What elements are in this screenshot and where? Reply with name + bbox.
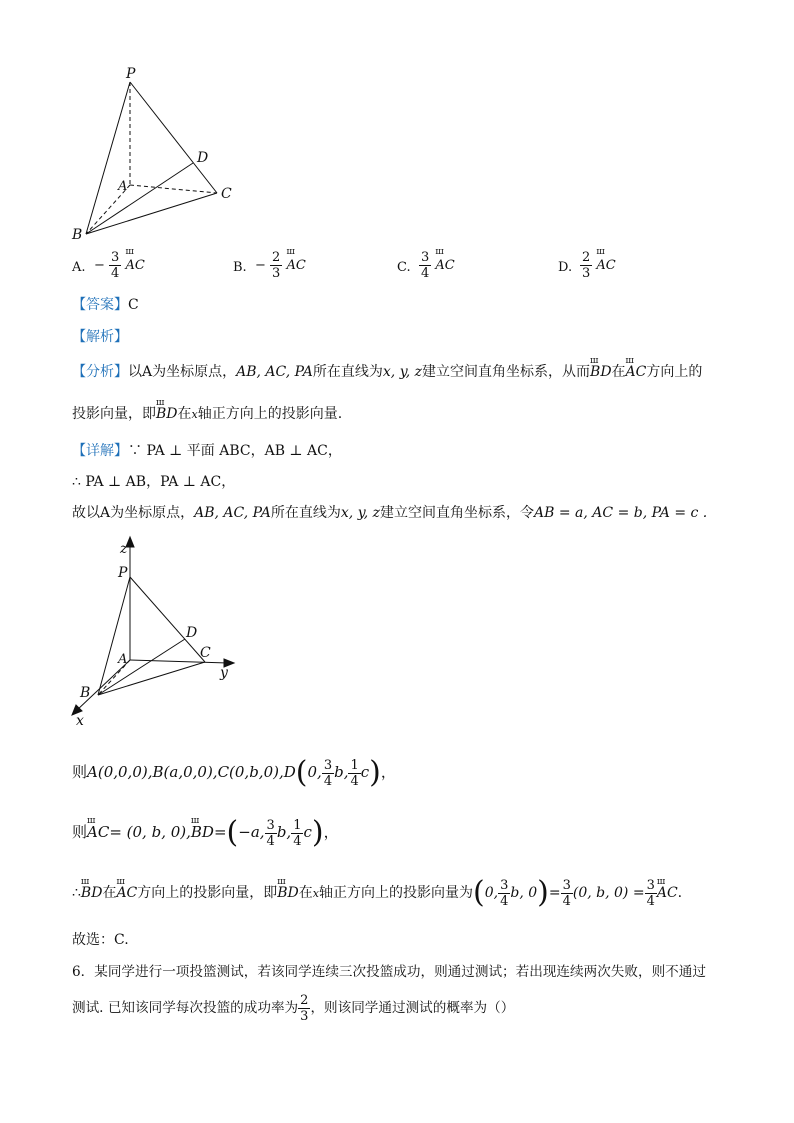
analysis-tag: 【分析】: [72, 364, 128, 380]
analysis-text: 轴正方向上的投影向量.: [197, 406, 343, 422]
coordinate-figure: [60, 535, 250, 730]
vector-BD: ш BD: [81, 873, 103, 913]
vector-BD: ш BD: [590, 362, 612, 382]
jiexi-line: [72, 327, 128, 347]
conclusion-fraction: $\frac{3}{4}$: [500, 877, 509, 909]
point-D: D: [283, 763, 296, 781]
choice-text: 故选：C.: [72, 932, 129, 948]
conclusion-line: ∴ш BD在ш AC方向上的投影向量，即ш BD在x轴正方向上的投影向量为(0, $\frac{3}{4}$ b, 0)= $\frac{3}{4}$ (0, b, 0) = $\frac{3}{4}$ ш AC.: [72, 873, 682, 913]
coord-value: b,: [334, 763, 349, 781]
analysis-text: 建立空间直角坐标系，从而: [422, 364, 591, 380]
conclusion-math: x: [312, 887, 319, 900]
coord-value: 0,: [307, 763, 322, 781]
coord-fraction: $\frac{3}{4}$: [323, 757, 333, 789]
answer-value: C: [128, 297, 139, 313]
conclusion-text: ∴: [72, 885, 81, 901]
edge-BD: [86, 163, 193, 234]
vector-AC: ш AC: [657, 873, 678, 913]
analysis-text: 所在直线为: [312, 364, 383, 380]
vector-value: −a,: [238, 823, 265, 841]
conclusion-fraction: $\frac{3}{4}$: [562, 877, 571, 909]
vector-AC: ш AC: [626, 362, 647, 382]
option-fraction: $\frac{2}{3}$: [582, 250, 591, 281]
detail-math: x, y, z: [340, 505, 381, 521]
vectors-text: =: [213, 823, 227, 841]
option-vector: ш AC: [596, 258, 615, 273]
probability-fraction: $\frac{2}{3}$: [300, 993, 309, 1024]
conclusion-text: 轴正方向上的投影向量为: [319, 885, 473, 901]
point-A: A(0,0,0),: [87, 763, 153, 781]
edge-AC: [130, 185, 217, 193]
label-D: D: [186, 625, 198, 641]
vector-fraction: $\frac{3}{4}$: [266, 817, 275, 849]
analysis-line-2: [72, 404, 342, 425]
label-B: B: [80, 685, 91, 701]
vector-AC: ш AC: [116, 873, 137, 913]
conclusion-math: (0, b, 0) =: [572, 885, 645, 901]
option-letter: A.: [72, 260, 86, 275]
label-x: x: [76, 713, 84, 729]
detail-math: AB, AC, PA: [194, 505, 271, 521]
pyramid-figure: [60, 60, 250, 250]
y-axis: [130, 660, 228, 663]
analysis-math: AB, AC, PA: [236, 364, 313, 380]
vectors-text: 则: [72, 823, 88, 841]
analysis-line-1: [72, 362, 702, 382]
analysis-text: 以A为坐标原点，: [128, 364, 237, 380]
label-A: A: [118, 652, 128, 667]
answer-line: [72, 295, 139, 315]
detail-text: ∴ PA ⊥ AB，PA ⊥ AC，: [72, 474, 236, 490]
conclusion-math: b, 0: [510, 885, 538, 901]
detail-text: 故以A为坐标原点，: [72, 505, 195, 521]
label-D: D: [197, 150, 209, 166]
conclusion-math: 0,: [484, 885, 499, 901]
conclusion-text: =: [548, 885, 561, 901]
label-B: B: [72, 227, 83, 243]
option-letter: C.: [397, 260, 411, 275]
option-sign: −: [255, 258, 266, 273]
edge-BC: [86, 193, 217, 234]
edge-PB: [86, 82, 130, 234]
detail-line-1: [72, 441, 342, 461]
vector-BD: ш BD: [191, 812, 214, 852]
option-fraction: $\frac{3}{4}$: [111, 250, 120, 281]
vector-value: b,: [276, 823, 292, 841]
detail-text: 建立空间直角坐标系，令: [380, 505, 535, 521]
vector-BD: ш BD: [156, 404, 178, 424]
vectors-text: ，: [323, 823, 339, 841]
analysis-math: x, y, z: [382, 364, 423, 380]
vector-fraction: $\frac{1}{4}$: [293, 817, 302, 849]
option-vector: ш AC: [435, 258, 454, 273]
vector-value: c: [303, 823, 312, 841]
detail-line-2: [72, 472, 235, 492]
label-C: C: [200, 645, 211, 661]
vector-value: = (0, b, 0),: [109, 823, 191, 841]
jiexi-tag: 【解析】: [72, 329, 128, 345]
question-6-line-2: [72, 988, 514, 1028]
question-6-text: ，则该同学通过测试的概率为（）: [310, 1000, 515, 1016]
conclusion-text: 在: [102, 885, 117, 901]
option-vector: ш AC: [286, 258, 305, 273]
edge-BC: [98, 662, 205, 695]
label-P: P: [126, 66, 136, 82]
question-6-text: 6．某同学进行一项投篮测试，若该同学连续三次投篮成功，则通过测试；若出现连续两次失败，则不通过: [72, 964, 706, 980]
analysis-text: 在: [177, 406, 192, 422]
option-letter: D.: [558, 260, 573, 275]
coord-value: c: [360, 763, 370, 781]
conclusion-fraction: $\frac{3}{4}$: [646, 877, 655, 909]
option-vector: ш AC: [125, 258, 144, 273]
label-y: y: [220, 665, 228, 681]
point-C: C(0,b,0),: [217, 763, 284, 781]
option-fraction: $\frac{2}{3}$: [272, 250, 281, 281]
answer-tag: 【答案】: [72, 297, 128, 313]
analysis-text: 投影向量，即: [72, 406, 156, 422]
option-letter: B.: [233, 260, 247, 275]
analysis-text: 在: [611, 364, 626, 380]
label-P: P: [118, 565, 128, 581]
choice-line: [72, 930, 129, 950]
coords-text: 则: [72, 763, 88, 781]
analysis-text: 方向上的: [646, 364, 703, 380]
option-sign: −: [94, 258, 105, 273]
conclusion-text: .: [677, 885, 683, 901]
analysis-math: x: [191, 408, 198, 421]
label-C: C: [221, 186, 232, 202]
detail-text: ∵ PA ⊥ 平面 ABC，AB ⊥ AC，: [128, 443, 342, 459]
detail-line-3: [72, 503, 707, 523]
conclusion-text: 在: [298, 885, 313, 901]
question-6-text: 测试. 已知该同学每次投篮的成功率为: [72, 1000, 299, 1016]
point-B: B(a,0,0),: [152, 763, 218, 781]
label-z: z: [120, 541, 128, 557]
detail-text: 所在直线为: [270, 505, 341, 521]
question-6-line-1: [72, 962, 706, 982]
label-A: A: [118, 179, 128, 194]
detail-tag: 【详解】: [72, 443, 128, 459]
coordinates-line: 则A(0,0,0),B(a,0,0),C(0,b,0),D(0, $\frac{3}{4}$ b, $\frac{1}{4}$ c)，: [72, 755, 396, 790]
coords-text: ，: [380, 763, 396, 781]
coord-fraction: $\frac{1}{4}$: [350, 757, 359, 789]
vector-AC: ш AC: [87, 812, 109, 852]
option-fraction: $\frac{3}{4}$: [421, 250, 430, 281]
detail-math: AB = a, AC = b, PA = c .: [534, 505, 708, 521]
edge-PC: [130, 577, 205, 662]
vector-BD: ш BD: [277, 873, 299, 913]
vectors-line: 则ш AC= (0, b, 0),ш BD=(−a, $\frac{3}{4}$ b, $\frac{1}{4}$ c)，: [72, 812, 339, 852]
conclusion-text: 方向上的投影向量，即: [137, 885, 278, 901]
